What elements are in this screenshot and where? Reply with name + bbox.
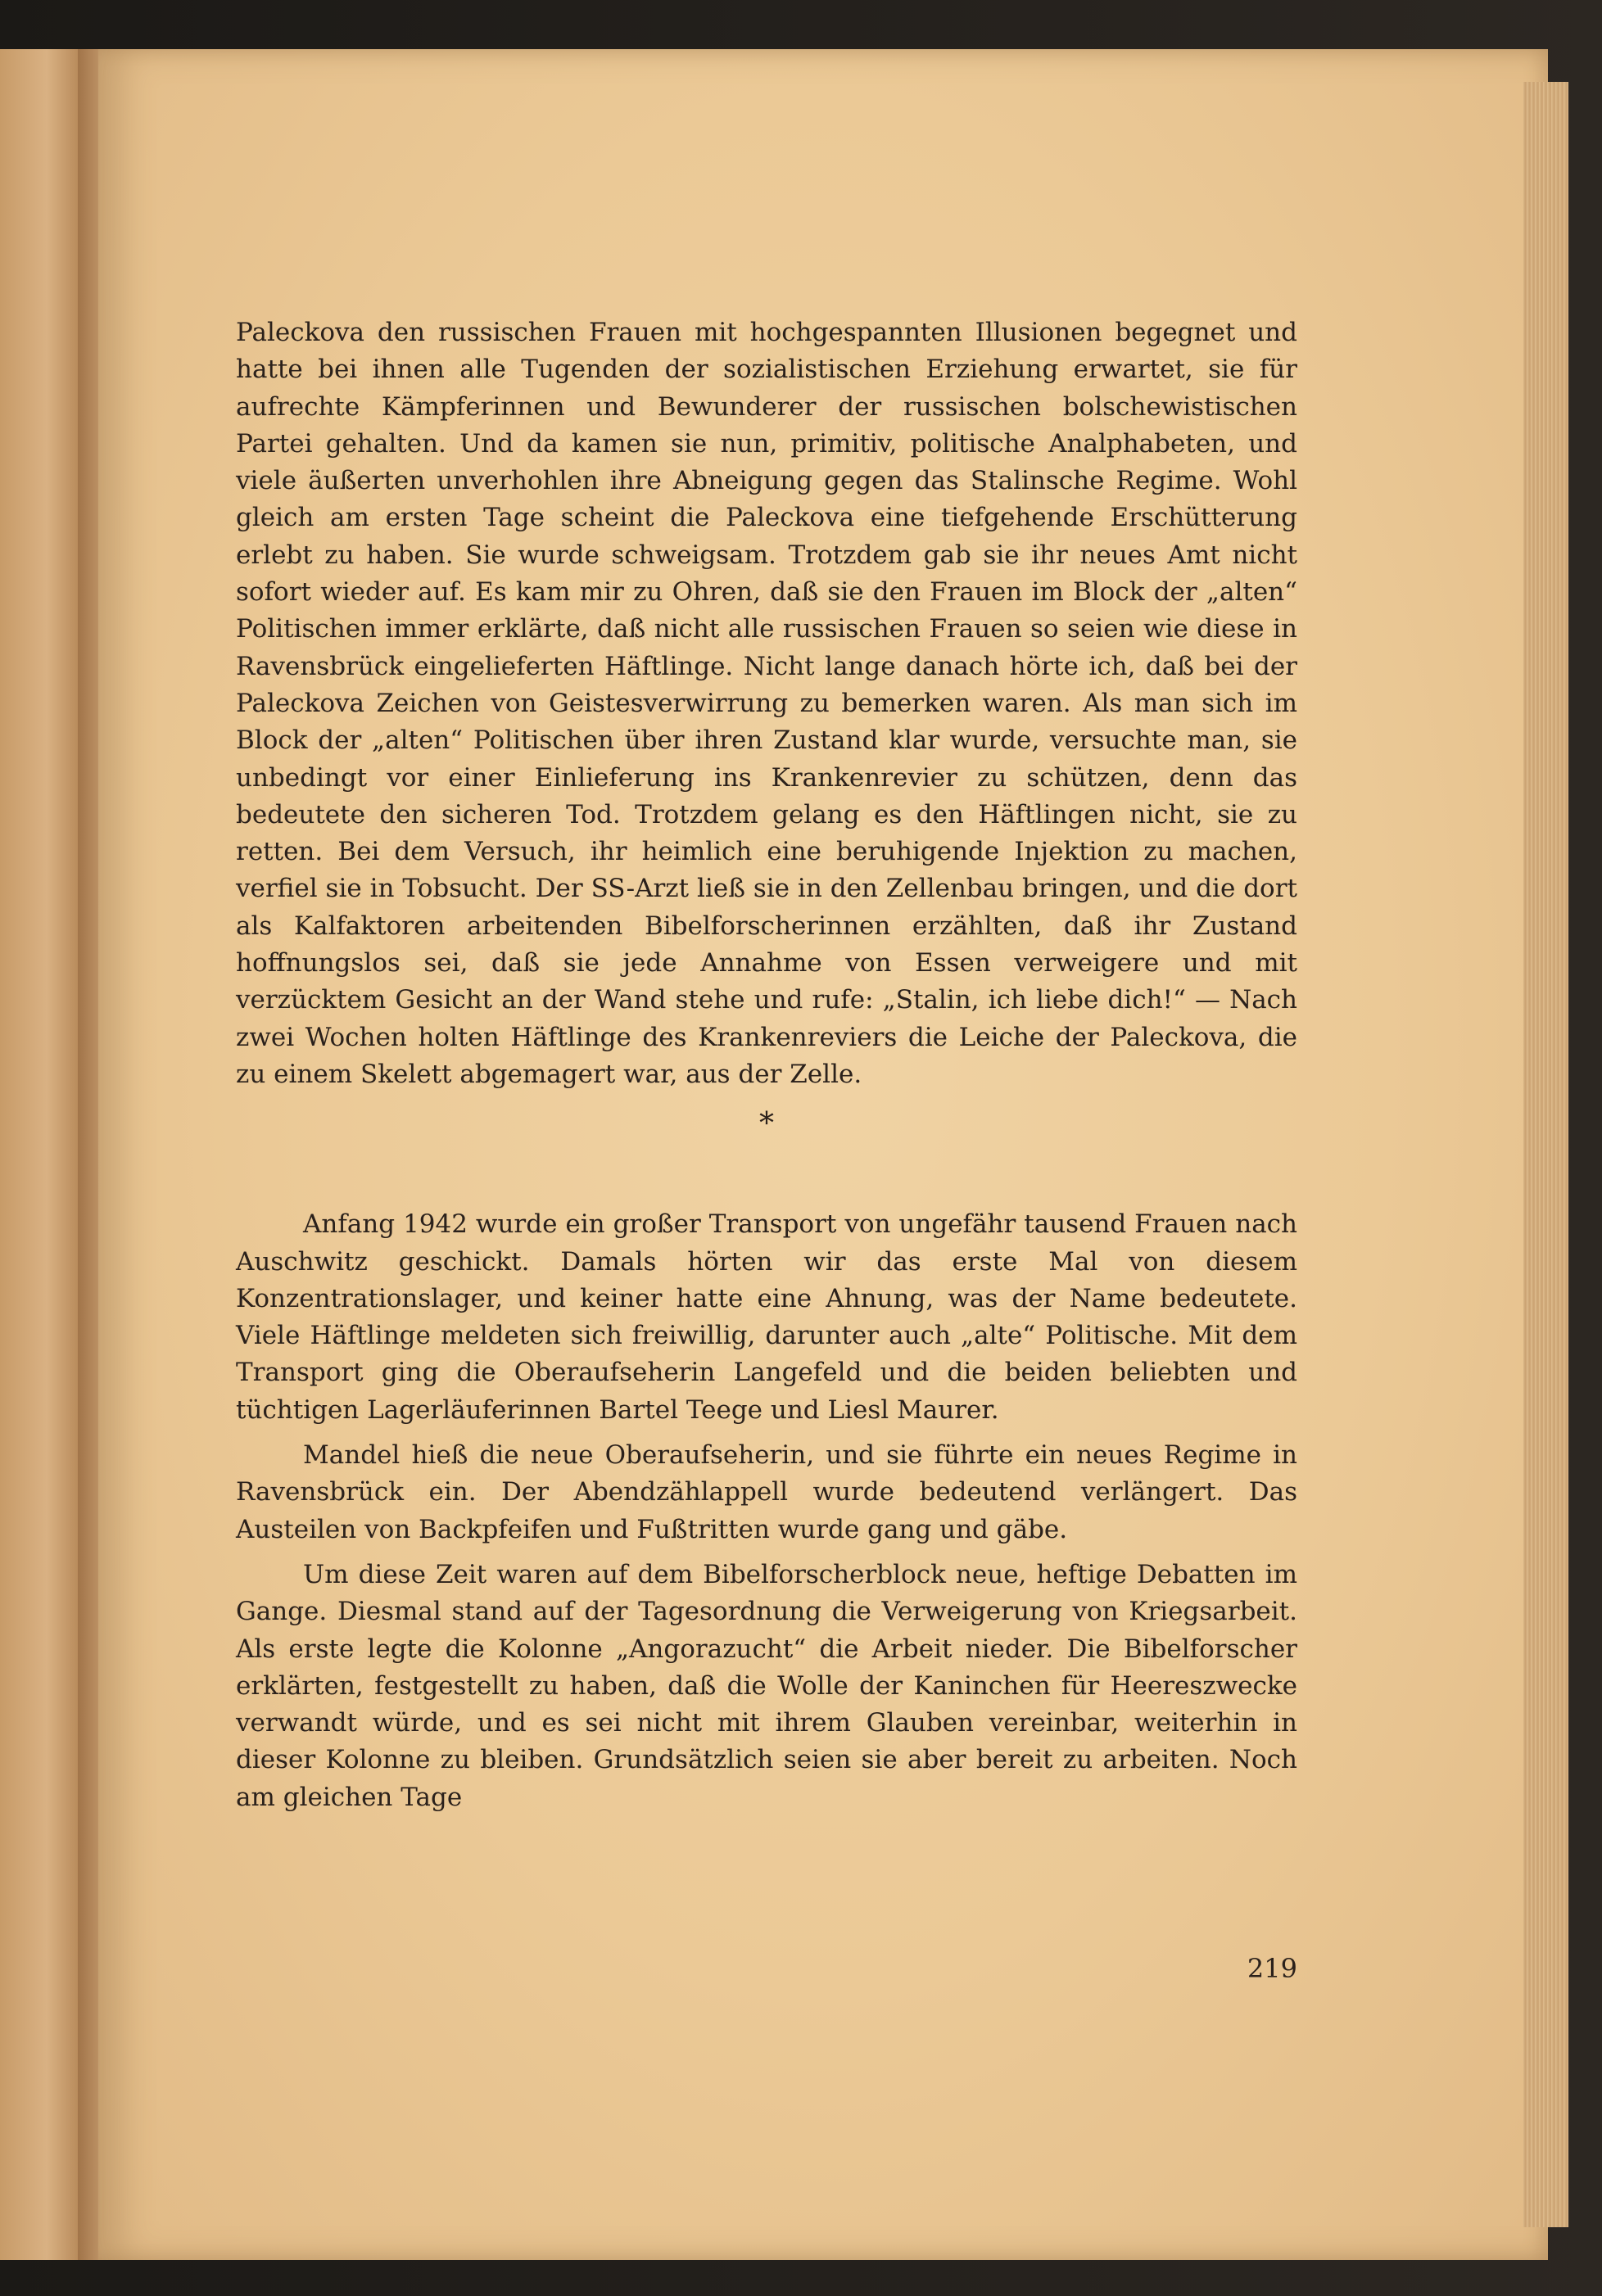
left-page-edge bbox=[0, 49, 78, 2260]
page-number: 219 bbox=[1247, 1953, 1297, 1984]
paragraph: Anfang 1942 wurde ein großer Transport von ungefähr tausend Frauen nach Auschwitz geschickt. Damals hörten wir das erste Mal von diesem Konzentrationslager, und keiner hatte eine Ahnung, was der Name bedeutete. Viele Häftlinge meldeten sich freiwillig, darunter auch „alte“ Politische. Mit dem Transport ging die Oberaufseherin Langefeld und die beiden beliebten und tüchtigen Lagerläuferinnen Bartel Teege und Liesl Maurer. bbox=[236, 1209, 1297, 1425]
paragraph: Paleckova den russischen Frauen mit hochgespannten Illusionen begegnet und hatte bei ihnen alle Tugenden der sozialistischen Erziehung erwartet, sie für aufrechte Kämpferinnen und Bewunderer der russischen bolschewistischen Partei gehalten. Und da kamen sie nun, primitiv, politische Analphabeten, und viele äußerten unverhohlen ihre Abneigung gegen das Stalinsche Regime. Wohl gleich am ersten Tage scheint die Paleckova eine tiefgehende Erschütterung erlebt zu haben. Sie wurde schweigsam. Trotzdem gab sie ihr neues Amt nicht sofort wieder auf. Es kam mir zu Ohren, daß sie den Frauen im Block der „alten“ Politischen immer erklärte, daß nicht alle russischen Frauen so seien wie diese in Ravensbrück eingelieferten Häftlinge. Nicht lange danach hörte ich, daß bei der Paleckova Zeichen von Geistesverwirrung zu bemerken waren. Als man sich im Block der „alten“ Politischen über ihren Zustand klar wurde, versuchte man, sie unbedingt vor einer Einlieferung ins Krankenrevier zu schützen, denn das bedeutete den sicheren Tod. Trotzdem gelang es den Häftlingen nicht, sie zu retten. Bei dem Versuch, ihr heimlich eine beruhigende Injektion zu machen, verfiel sie in Tobsucht. Der SS-Arzt ließ sie in den Zellenbau bringen, und die dort als Kalfaktoren arbeitenden Bibelforscherinnen erzählten, daß ihr Zustand hoffnungslos sei, daß sie jede Annahme von Essen verweigere und mit verzücktem Gesicht an der Wand stehe und rufe: „Stalin, ich liebe dich!“ — Nach zwei Wochen holten Häftlinge des Krankenreviers die Leiche der Paleckova, die zu einem Skelett abgemagert war, aus der Zelle. bbox=[236, 318, 1297, 1089]
paragraph: Mandel hieß die neue Oberaufseherin, und sie führte ein neues Regime in Ravensbrück ein. Der Abendzählappell wurde bedeutend verlängert. Das Austeilen von Backpfeifen und Fußtritten wurde gang und gäbe. bbox=[236, 1440, 1297, 1544]
page-text bbox=[236, 314, 1297, 1816]
section-separator: * bbox=[759, 1107, 774, 1141]
page-stack-edge bbox=[1523, 82, 1568, 2227]
paragraph: Um diese Zeit waren auf dem Bibelforscherblock neue, heftige Debatten im Gange. Diesmal stand auf der Tagesordnung die Verweigerung von Kriegsarbeit. Als erste legte die Kolonne „Angorazucht“ die Arbeit nieder. Die Bibelforscher erklärten, festgestellt zu haben, daß die Wolle der Kaninchen für Heereszwecke verwandt würde, und es sei nicht mit ihrem Glauben vereinbar, weiterhin in dieser Kolonne zu bleiben. Grundsätzlich seien sie aber bereit zu arbeiten. Noch am gleichen Tage bbox=[236, 1559, 1297, 1812]
